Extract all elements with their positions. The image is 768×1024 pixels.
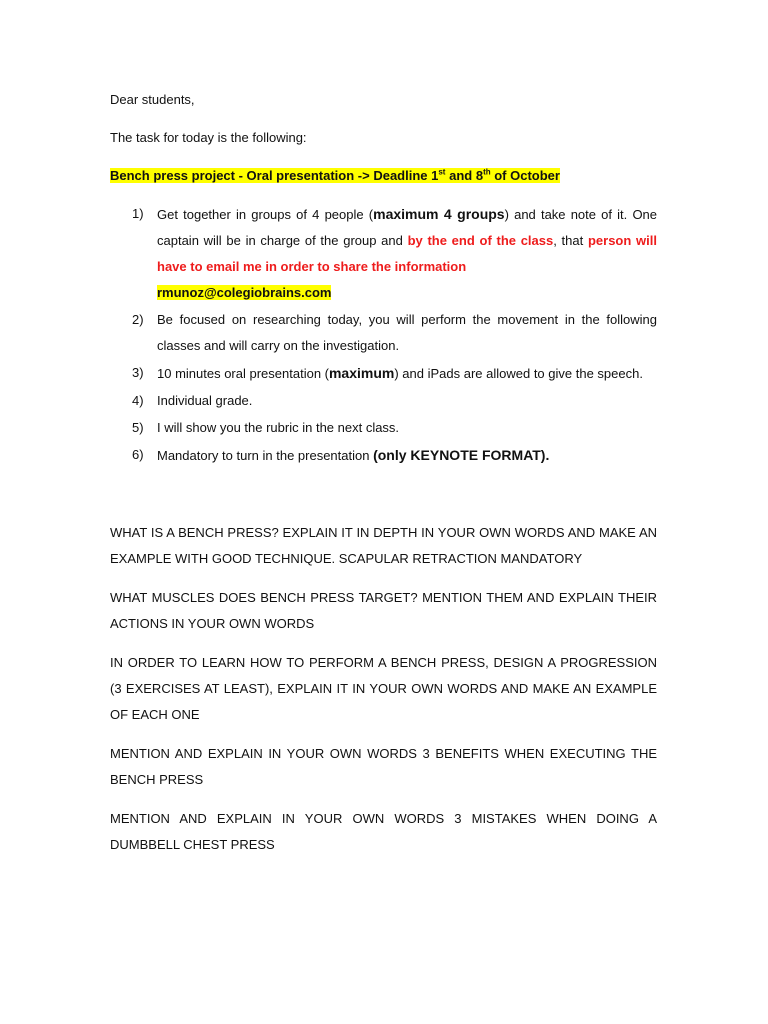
task-item-3 — [110, 360, 657, 387]
headline-part-2: and 8 — [445, 168, 484, 183]
project-headline — [110, 163, 657, 189]
task-list — [110, 201, 657, 469]
task-bold-text: maximum 4 groups — [373, 206, 505, 222]
task-number: 5) — [132, 420, 144, 435]
task-number: 2) — [132, 312, 144, 327]
headline-part-1: Bench press project - Oral presentation -> Deadline 1 — [110, 168, 439, 183]
intro-text: The task for today is the following: — [110, 130, 307, 145]
greeting: Dear students, — [110, 92, 195, 107]
headline-highlight — [110, 168, 560, 183]
task-item-1 — [110, 201, 657, 306]
task-text: , that — [553, 233, 588, 248]
task-text: Be focused on researching today, you will perform the movement in the following classes and will carry on the investigation. — [157, 312, 657, 353]
task-item-4 — [110, 388, 657, 414]
task-text: Individual grade. — [157, 393, 253, 408]
question-paragraph: MENTION AND EXPLAIN IN YOUR OWN WORDS 3 BENEFITS WHEN EXECUTING THE BENCH PRESS — [110, 746, 657, 787]
task-bold-text: maximum — [328, 365, 395, 381]
headline-sup-1: st — [438, 167, 446, 177]
task-text: ) and iPads are allowed to give the speech. — [394, 366, 643, 381]
task-text: Get together in groups of 4 people ( — [157, 207, 374, 222]
task-text: ) and take note of it. One captain will be in charge of the group and — [157, 207, 658, 248]
task-number: 6) — [132, 447, 144, 462]
question-paragraph: IN ORDER TO LEARN HOW TO PERFORM A BENCH PRESS, DESIGN A PROGRESSION (3 EXERCISES AT LEAST), EXPLAIN IT IN YOUR OWN WORDS AND MAKE AN EXAMPLE OF EACH ONE — [110, 655, 657, 722]
task-text: 10 minutes oral presentation ( — [157, 366, 329, 381]
task-item-6 — [110, 442, 657, 469]
teacher-email[interactable]: rmunoz@colegiobrains.com — [157, 285, 332, 300]
task-item-2 — [110, 307, 657, 359]
task-number: 3) — [132, 365, 144, 380]
question-paragraph: WHAT MUSCLES DOES BENCH PRESS TARGET? MENTION THEM AND EXPLAIN THEIR ACTIONS IN YOUR OWN WORDS — [110, 590, 657, 631]
headline-part-3: of October — [490, 168, 560, 183]
task-number: 4) — [132, 393, 144, 408]
task-red-text: by the end of the class — [407, 233, 554, 248]
task-item-5 — [110, 415, 657, 441]
task-text: Mandatory to turn in the presentation — [157, 448, 374, 463]
task-red-text: person will have to email me in order to share the information — [157, 233, 657, 274]
question-paragraph: WHAT IS A BENCH PRESS? EXPLAIN IT IN DEPTH IN YOUR OWN WORDS AND MAKE AN EXAMPLE WITH GOOD TECHNIQUE. SCAPULAR RETRACTION MANDATORY — [110, 525, 657, 566]
question-list — [110, 520, 657, 858]
task-text: I will show you the rubric in the next class. — [157, 420, 400, 435]
task-number: 1) — [132, 206, 144, 221]
headline-sup-2: th — [483, 167, 491, 177]
task-bold-text: (only KEYNOTE FORMAT). — [373, 447, 550, 463]
question-paragraph: MENTION AND EXPLAIN IN YOUR OWN WORDS 3 MISTAKES WHEN DOING A DUMBBELL CHEST PRESS — [110, 811, 657, 852]
